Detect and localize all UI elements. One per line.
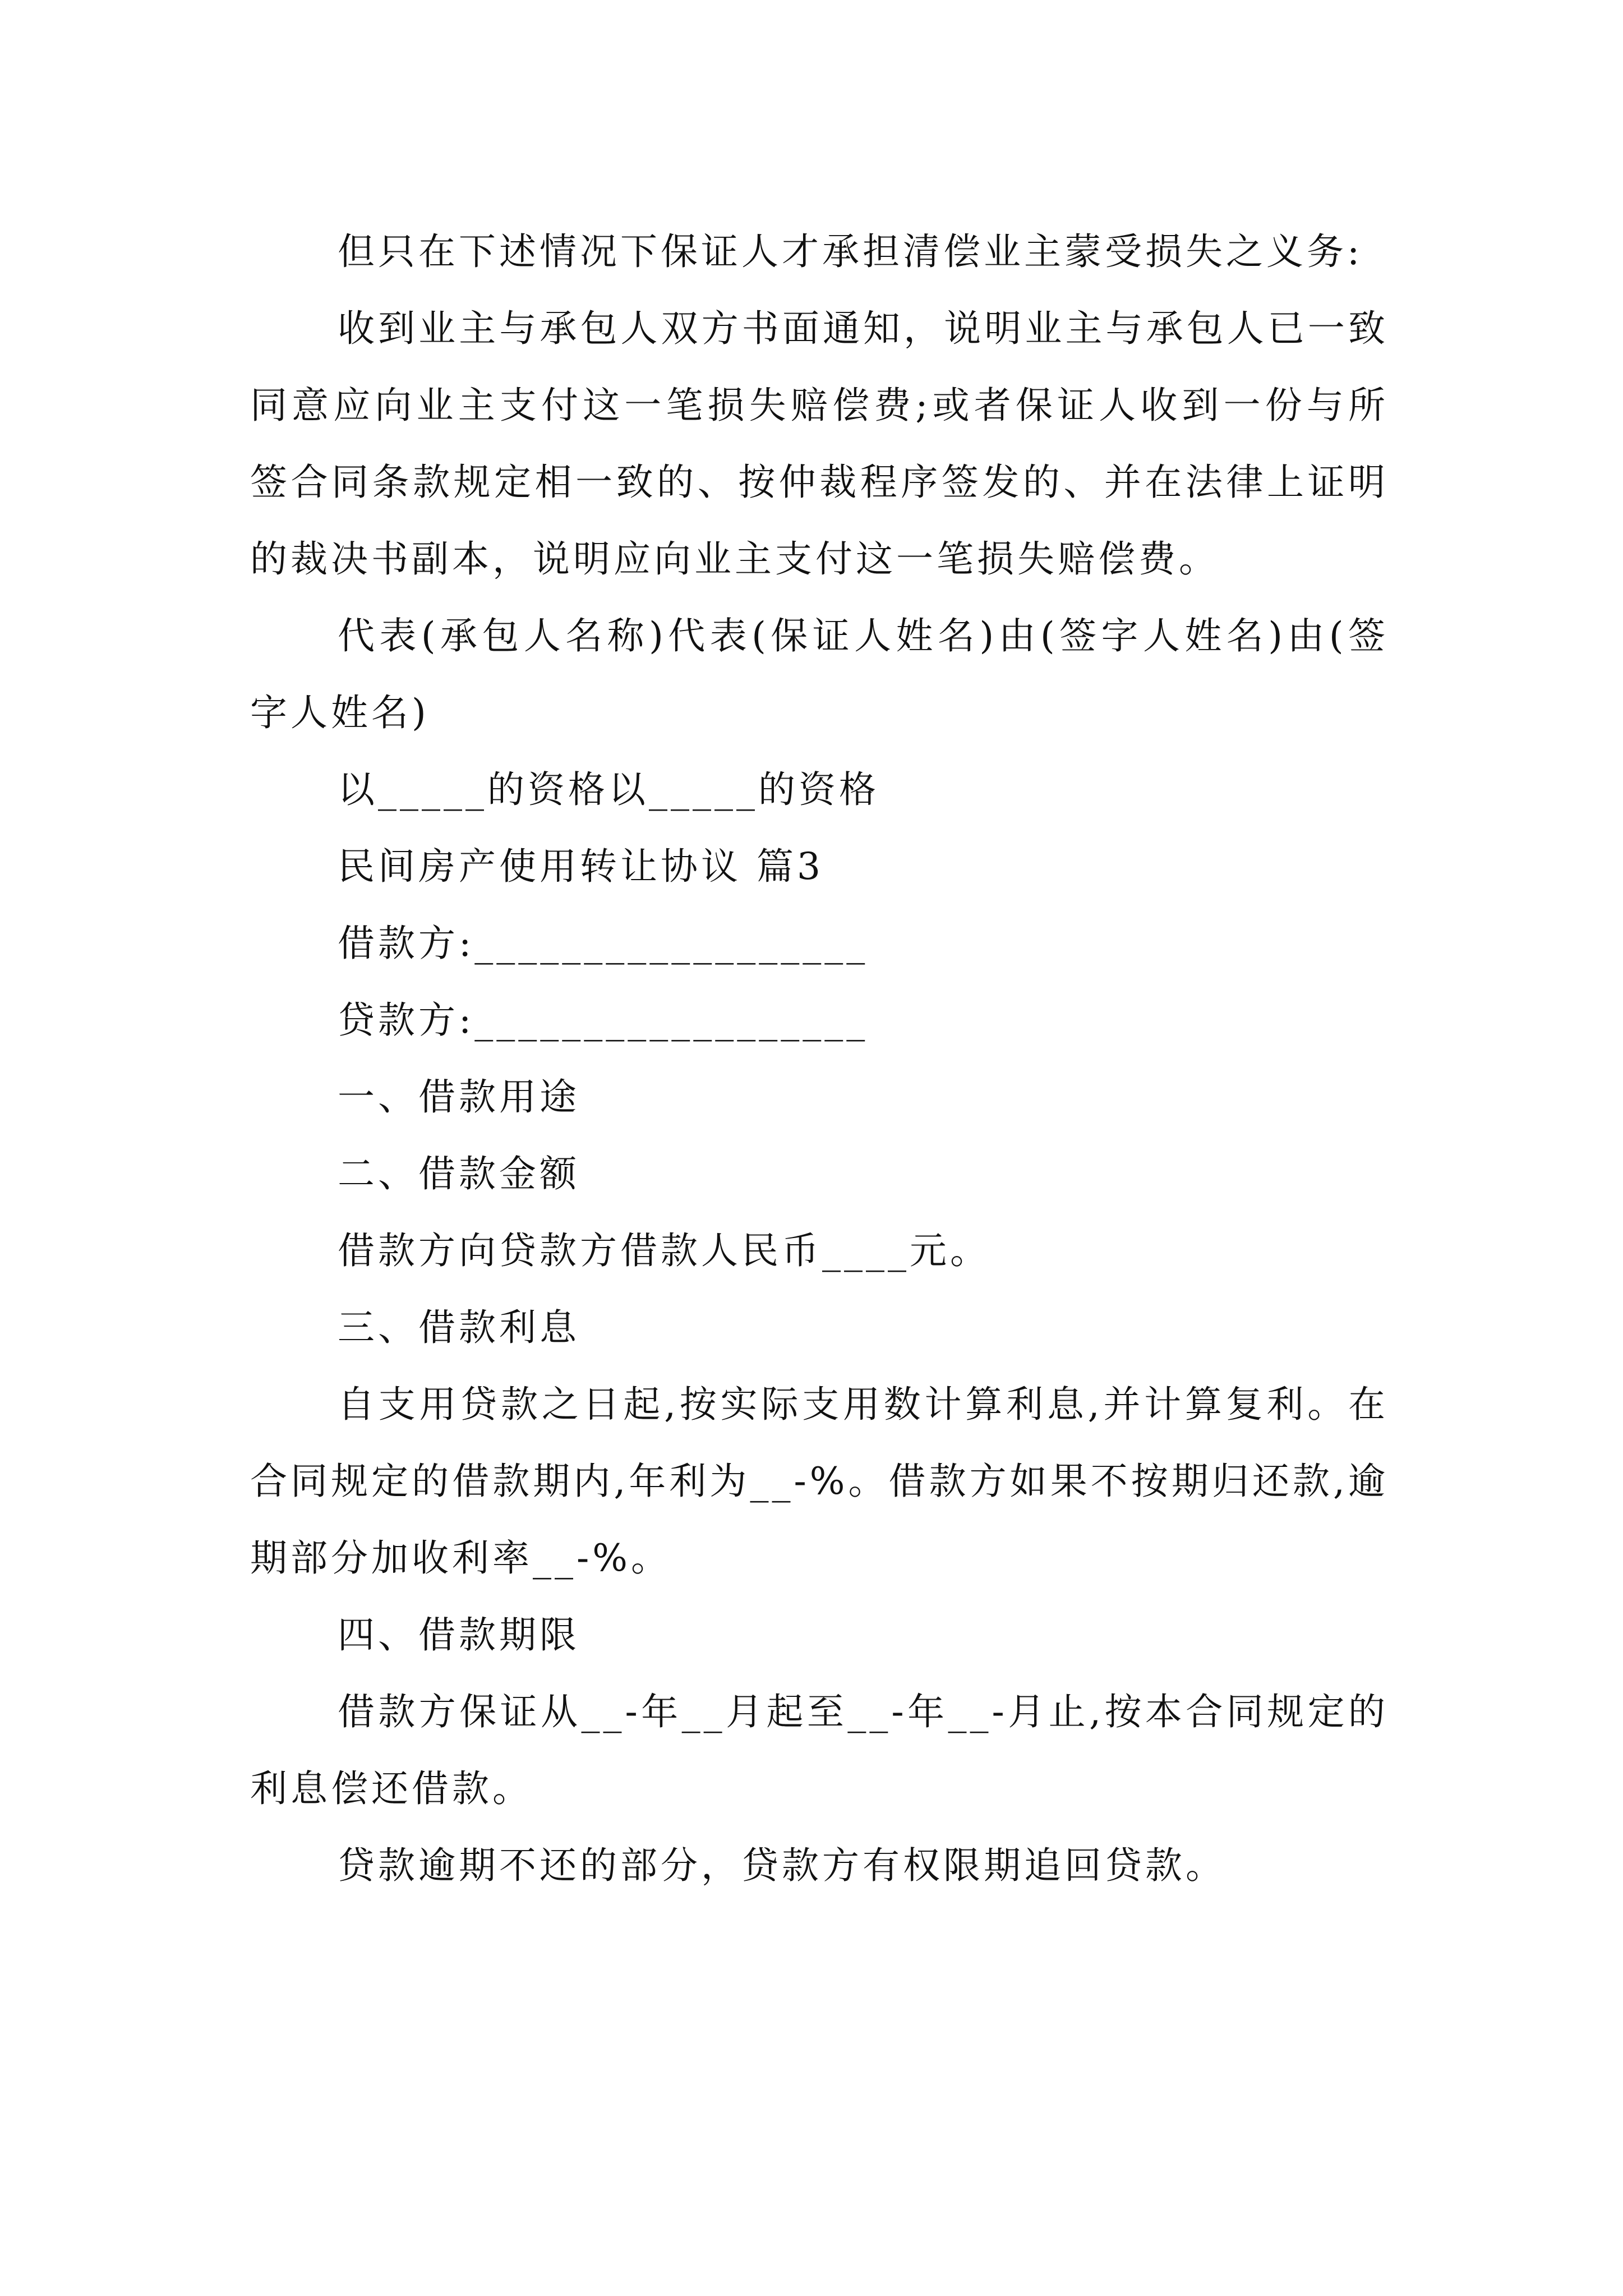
- paragraph-guarantor-obligation: 但只在下述情况下保证人才承担清偿业主蒙受损失之义务:: [338, 230, 1363, 273]
- paragraph-capacity: 以_____的资格以_____的资格: [338, 768, 879, 811]
- paragraph-overdue: 贷款逾期不还的部分，贷款方有权限期追回贷款。: [338, 1844, 1226, 1887]
- heading-loan-amount: 二、借款金额: [338, 1152, 580, 1195]
- document-page: [250, 213, 1389, 1904]
- section-title: 民间房产使用转让协议 篇3: [338, 845, 824, 888]
- lender-line: 贷款方:__________________: [338, 999, 869, 1042]
- heading-loan-interest: 三、借款利息: [338, 1306, 580, 1349]
- paragraph-loan-amount: 借款方向贷款方借款人民币____元。: [338, 1229, 990, 1272]
- heading-loan-purpose: 一、借款用途: [338, 1075, 580, 1119]
- paragraph-representatives: 代表(承包人名称)代表(保证人姓名)由(签字人姓名)由(签字人姓名): [250, 614, 1389, 734]
- paragraph-notice-conditions: 收到业主与承包人双方书面通知，说明业主与承包人已一致同意应向业主支付这一笔损失赔偿费;或者保证人收到一份与所签合同条款规定相一致的、按仲裁程序签发的、并在法律上证明的裁决书副本，说明应向业主支付这一笔损失赔偿费。: [250, 307, 1389, 581]
- paragraph-loan-term: 借款方保证从__-年__月起至__-年__-月止,按本合同规定的利息偿还借款。: [250, 1690, 1389, 1810]
- heading-loan-term: 四、借款期限: [338, 1613, 580, 1657]
- paragraph-loan-interest: 自支用贷款之日起,按实际支用数计算利息,并计算复利。在合同规定的借款期内,年利为__-%。借款方如果不按期归还款,逾期部分加收利率__-%。: [250, 1383, 1389, 1580]
- borrower-line: 借款方:__________________: [338, 922, 869, 965]
